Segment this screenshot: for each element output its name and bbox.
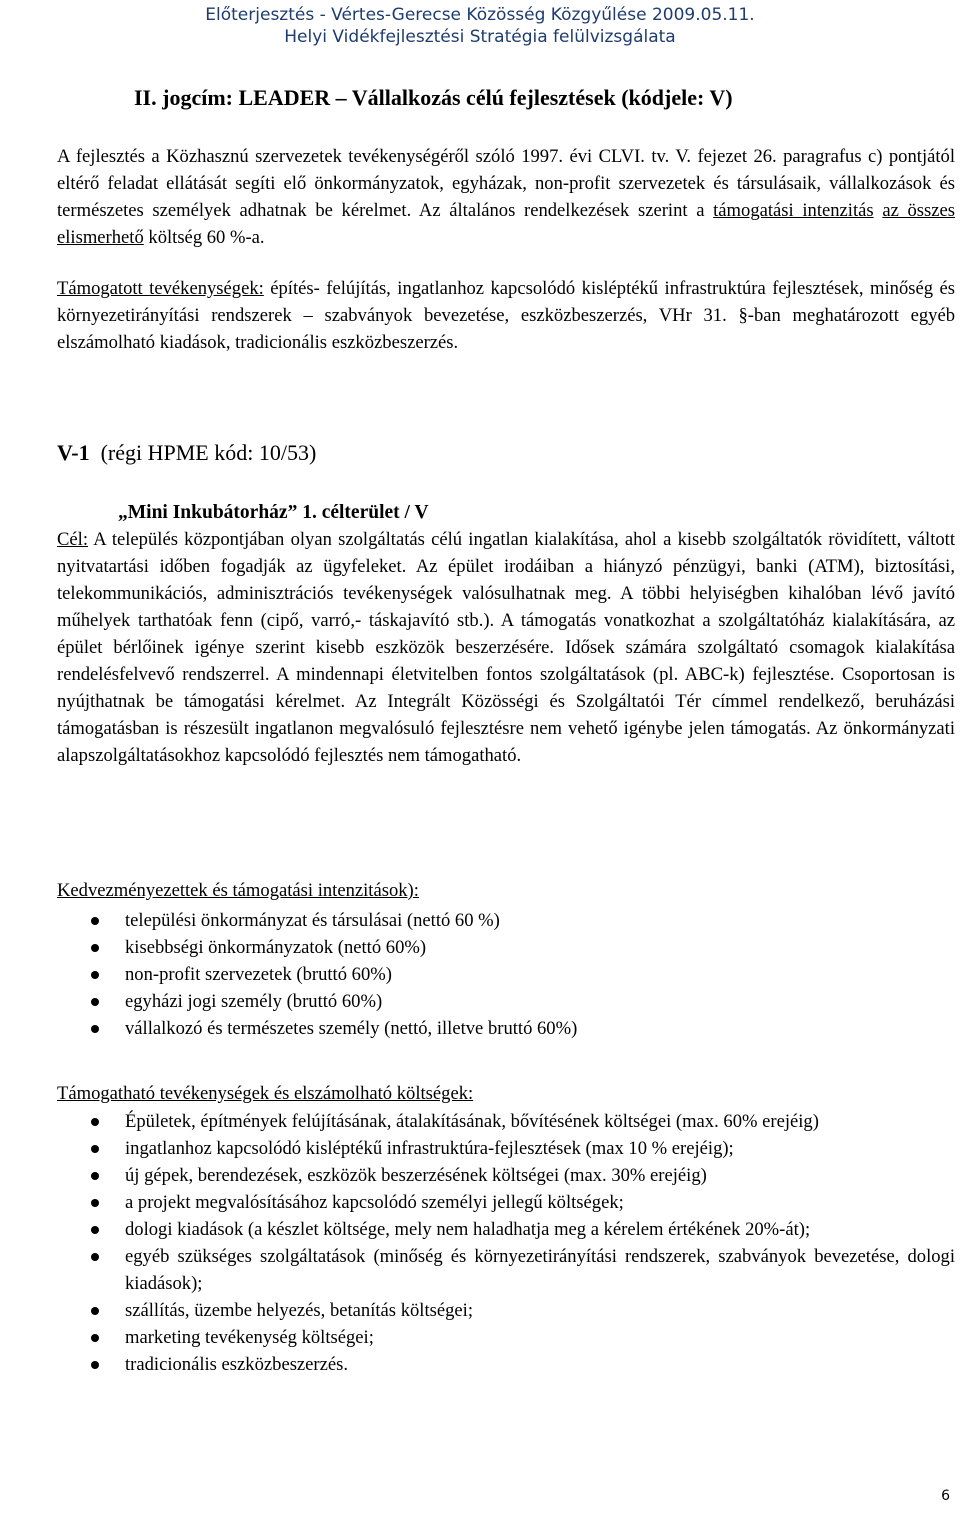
- supported-activities-text: építés- felújítás, ingatlanhoz kapcsolódó kisléptékű infrastruktúra fejlesztések, minőség és környezetirányítási rendszerek – szabványok bevezetése, eszközbeszerzés, VHr 31. §-ban meghatározott egyéb elszámolható kiadások, tradicionális eszközbeszerzés.: [57, 278, 955, 353]
- intro-text-a: A fejlesztés a Közhasznú szervezetek tevékenységéről szóló 1997. évi CLVI. tv. V. fejezet 26. paragrafus c) pontjától eltérő feladat ellátását segíti elő önkormányzatok, egyházak, non-profit szervezetek és társulásaik, vállalkozások és természetes személyek adhatnak be kérelmet. Az általános rendelkezések szerint a: [57, 146, 955, 221]
- bullet-icon: [91, 1361, 99, 1369]
- list-item-text: ingatlanhoz kapcsolódó kisléptékű infrastruktúra-fejlesztések (max 10 % erejéig);: [125, 1138, 734, 1159]
- measure-name-line: [118, 500, 429, 526]
- list-item: [57, 1216, 955, 1243]
- bullet-icon: [91, 1172, 99, 1180]
- list-item: [57, 1297, 955, 1324]
- measure-code-line: [57, 438, 316, 468]
- bullet-icon: [91, 944, 99, 952]
- goal-text: A település központjában olyan szolgáltatás célú ingatlan kialakítása, ahol a kisebb szolgáltatók rövidített, váltott nyitvatartási időben fogadják az ügyfeleket. Az épület irodáiban a hiányzó pénzügyi, banki (ATM), biztosítási, telekommunikációs, adminisztrációs tevékenységek valósulhatnak meg. A többi helyiségben kihalóban lévő javító műhelyek tarthatóak fenn (cipő, varró,- táskajavító stb.). A támogatás vonatkozhat a szolgáltatóház kialakítására, az épület bérlőinek igénye szerint kisebb eszközök beszerzésére. Idősek számára szolgáltató csomagok kialakítása rendelésfelvevő rendszerrel. A mindennapi életvitelben fontos szolgáltatások (pl. ABC-k) fejlesztése. Csoportosan is nyújthatnak be támogatási kérelmet. Az Integrált Közösségi és Szolgáltatói Tér címmel rendelkező, beruházási támogatásban is részesült ingatlanon megvalósuló fejlesztésre nem vehető igénybe jelen támogatás. Az önkormányzati alapszolgáltatásokhoz kapcsolódó fejlesztés nem támogatható.: [57, 529, 955, 766]
- bullet-icon: [91, 1145, 99, 1153]
- list-item-text: vállalkozó és természetes személy (nettó, illetve bruttó 60%): [125, 1018, 578, 1039]
- list-item: [57, 1162, 955, 1189]
- goal-paragraph: [57, 526, 955, 769]
- list-item: [57, 1351, 955, 1378]
- beneficiaries-list: [57, 907, 955, 1042]
- page-number: 6: [941, 1488, 950, 1504]
- list-item-text: Épületek, építmények felújításának, átalakításának, bővítésének költségei (max. 60% erejéig): [125, 1111, 819, 1132]
- bullet-icon: [91, 1118, 99, 1126]
- bullet-icon: [91, 1307, 99, 1315]
- bullet-icon: [91, 971, 99, 979]
- list-item: [57, 1135, 955, 1162]
- bullet-icon: [91, 1334, 99, 1342]
- list-item: [57, 934, 955, 961]
- old-measure-code: (régi HPME kód: 10/53): [100, 440, 317, 465]
- goal-label: Cél:: [57, 529, 88, 550]
- measure-target-area: célterület / V: [316, 502, 429, 523]
- bullet-icon: [91, 917, 99, 925]
- bullet-icon: [91, 998, 99, 1006]
- bullet-icon: [91, 1226, 99, 1234]
- section-title: II. jogcím: LEADER – Vállalkozás célú fejlesztések (kódjele: V): [134, 85, 733, 110]
- list-item-text: a projekt megvalósításához kapcsolódó személyi jellegű költségek;: [125, 1192, 624, 1213]
- bullet-icon: [91, 1025, 99, 1033]
- list-item: [57, 1108, 955, 1135]
- list-item: [57, 1189, 955, 1216]
- intro-text-c: költség 60 %-a.: [143, 227, 265, 248]
- intro-space: [874, 200, 883, 221]
- list-item-text: kisebbségi önkormányzatok (nettó 60%): [125, 937, 427, 958]
- supported-activities-label: Támogatott tevékenységek:: [57, 278, 264, 299]
- list-item: [57, 1324, 955, 1351]
- list-item-text: új gépek, berendezések, eszközök beszerzésének költségei (max. 30% erejéig): [125, 1165, 707, 1186]
- measure-code: V-1: [57, 440, 90, 465]
- bullet-icon: [91, 1253, 99, 1261]
- list-item: [57, 1015, 955, 1042]
- intro-paragraph: [57, 143, 955, 251]
- measure-name: „Mini Inkubátorház” 1.: [118, 502, 317, 523]
- eligible-cost-text: az összes elismerhető: [57, 200, 956, 248]
- intensity-link-text: támogatási intenzitás: [713, 200, 874, 221]
- list-item-text: egyéb szükséges szolgáltatások (minőség és környezetirányítási rendszerek, szabványok bevezetése, dologi kiadások);: [125, 1246, 955, 1294]
- list-item-text: tradicionális eszközbeszerzés.: [125, 1354, 349, 1375]
- bullet-icon: [91, 1199, 99, 1207]
- list-item: [57, 961, 955, 988]
- list-item-text: egyházi jogi személy (bruttó 60%): [125, 991, 383, 1012]
- activities-heading: Támogatható tevékenységek és elszámolható költségek:: [57, 1083, 474, 1104]
- list-item-text: települési önkormányzat és társulásai (nettó 60 %): [125, 910, 500, 931]
- list-item-text: marketing tevékenység költségei;: [125, 1327, 374, 1348]
- list-item-text: non-profit szervezetek (bruttó 60%): [125, 964, 392, 985]
- page-header: [0, 4, 960, 48]
- header-line-2: Helyi Vidékfejlesztési Stratégia felülvizsgálata: [284, 27, 676, 47]
- list-item: [57, 907, 955, 934]
- list-item: [57, 988, 955, 1015]
- beneficiaries-heading: Kedvezményezettek és támogatási intenzitások):: [57, 880, 419, 901]
- list-item: [57, 1243, 955, 1297]
- activities-list: [57, 1108, 955, 1378]
- header-line-1: Előterjesztés - Vértes-Gerecse Közösség Közgyűlése 2009.05.11.: [205, 5, 755, 25]
- supported-activities-paragraph: [57, 275, 955, 356]
- list-item-text: dologi kiadások (a készlet költsége, mely nem haladhatja meg a kérelem értékének 20%-át);: [125, 1219, 811, 1240]
- list-item-text: szállítás, üzembe helyezés, betanítás költségei;: [125, 1300, 473, 1321]
